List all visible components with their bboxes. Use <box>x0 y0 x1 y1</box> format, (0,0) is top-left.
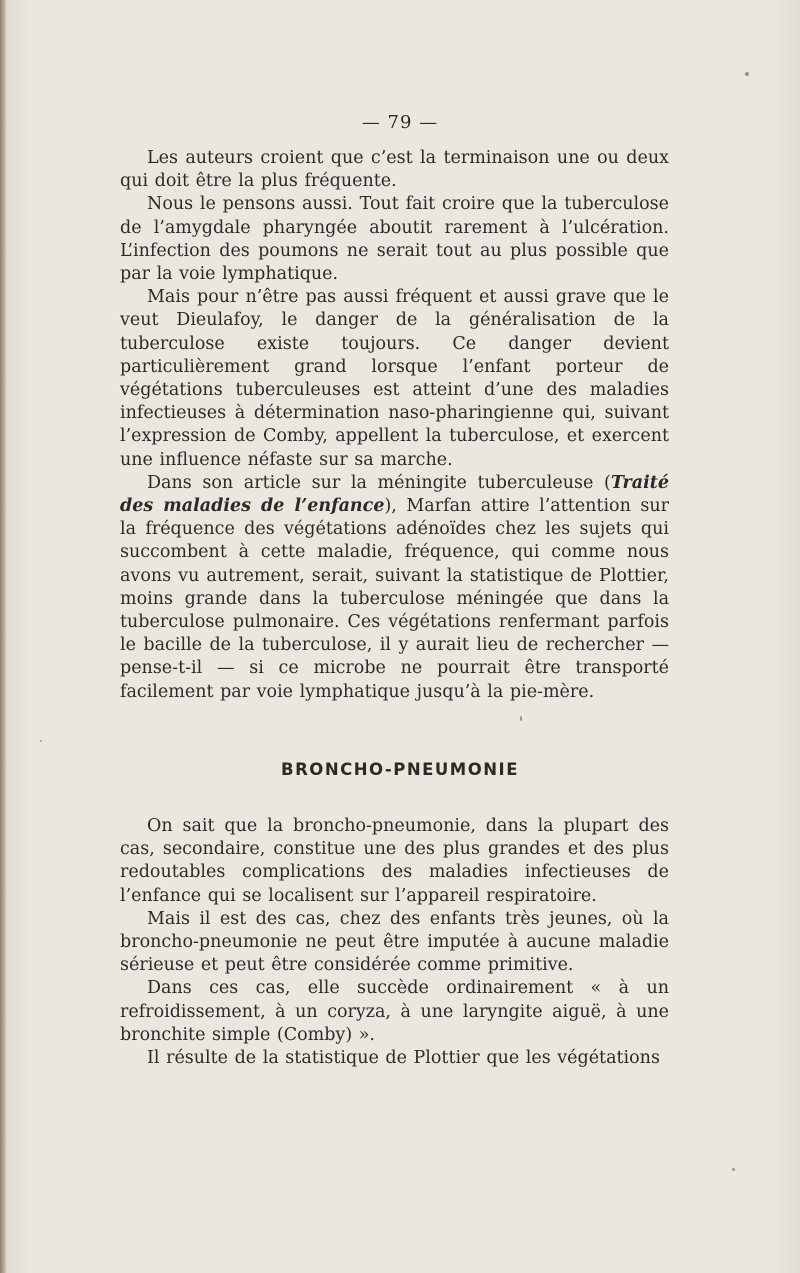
paragraph: Mais il est des cas, chez des enfants très jeunes, où la broncho-pneumonie ne peut être imputée à aucune maladie sérieuse et peut être considérée comme primitive. <box>120 908 669 976</box>
binding-edge <box>0 0 6 1273</box>
paper-speck <box>732 1168 735 1171</box>
paragraph: Dans ces cas, elle succède ordinairement « à un refroidissement, à un coryza, à une laryngite aiguë, à une bronchite simple (Comby) ». <box>120 978 669 1045</box>
paper-speck <box>40 740 42 742</box>
paragraph: Il résulte de la statistique de Plottier que les végétations <box>147 1048 660 1069</box>
paragraph: On sait que la broncho-pneumonie, dans la plupart des cas, secondaire, constitue une des plus grandes et des plus redoutables complications des maladies infectieuses de l’enfance qui se localisent sur l’appareil respiratoire. <box>120 816 669 906</box>
section-title: BRONCHO-PNEUMONIE <box>281 760 519 779</box>
paragraph: Les auteurs croient que c’est la terminaison une ou deux qui doit être la plus fréquente. <box>120 148 669 192</box>
body-text-lower <box>120 815 669 1070</box>
paper-speck <box>520 716 522 721</box>
paragraph: Mais pour n’être pas aussi fréquent et aussi grave que le veut Dieulafoy, le danger de la généralisation de la tuberculose existe toujours. Ce danger devient particulièrement grand lorsque l’enfant porteur de végétations tuberculeuses est atteint d’une des maladies infectieuses à détermination naso-pharingienne qui, suivant l’expression de Comby, appellent la tuberculose, et exercent une influence néfaste sur sa marche. <box>120 287 669 470</box>
paragraph: Nous le pensons aussi. Tout fait croire que la tuberculose de l’amygdale pharyngée aboutit rarement à l’ulcération. L’infection des poumons ne serait tout au plus possible que par la voie lymphatique. <box>120 194 669 285</box>
body-text-upper <box>120 147 669 704</box>
book-title: Traité des maladies de l’enfance <box>120 472 669 517</box>
paper-speck <box>745 72 749 76</box>
paragraph <box>120 472 669 704</box>
paragraph-text: Dans son article sur la méningite tuberculeuse ( <box>147 472 611 493</box>
paragraph-text: ), Marfan attire l’attention sur la fréquence des végétations adénoïdes chez les sujets qui succombent à cette maladie, fréquence, qui comme nous avons vu autrement, serait, suivant la statistique de Plottier, moins grande dans la tuberculose méningée que dans la tuberculose pulmonaire. Ces végétations renfermant parfois le bacille de la tuberculose, il y aurait lieu de rechercher — pense-t-il — si ce microbe ne pourrait être transporté facilement par voie lymphatique jusqu’à la pie-mère. <box>120 496 669 702</box>
page-number: — 79 — <box>361 112 439 133</box>
